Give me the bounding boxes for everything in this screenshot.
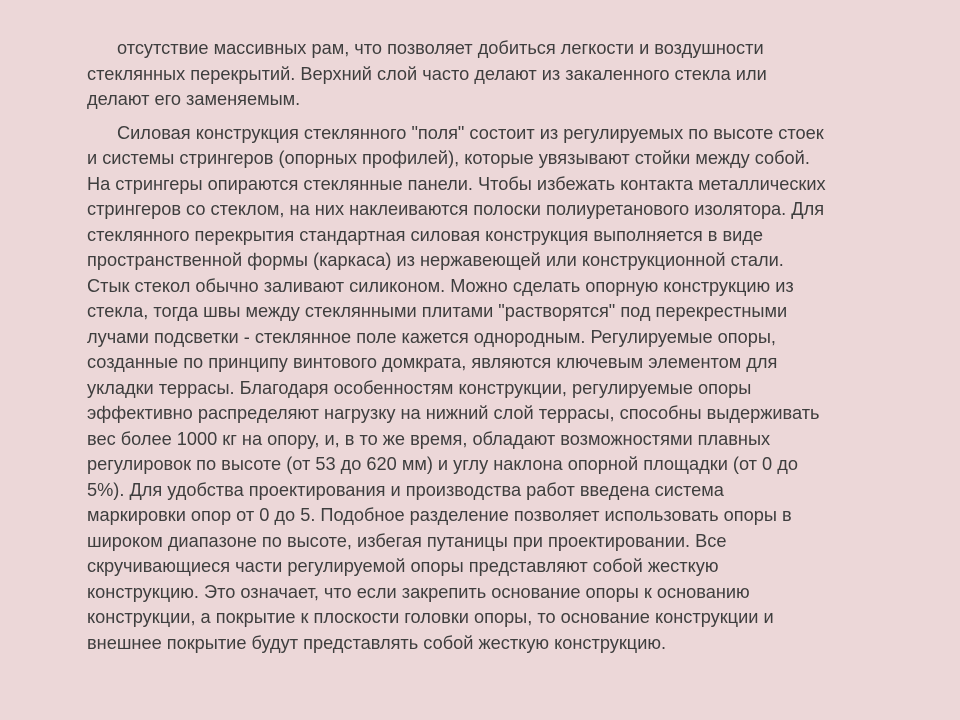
paragraph-2: Силовая конструкция стеклянного "поля" состоит из регулируемых по высоте стоек и системы стрингеров (опорных профилей), которые увязывают стойки между собой. На стрингеры опираются стеклянные панели. Чтобы избежать контакта металлических стрингеров со стеклом, на них наклеиваются полоски полиуретанового изолятора. Для стеклянного перекрытия стандартная силовая конструкция выполняется в виде пространственной формы (каркаса) из нержавеющей или конструкционной стали. Стык стекол обычно заливают силиконом. Можно сделать опорную конструкцию из стекла, тогда швы между стеклянными плитами "растворятся" под перекрестными лучами подсветки - стеклянное поле кажется однородным. Регулируемые опоры, созданные по принципу винтового домкрата, являются ключевым элементом для укладки террасы. Благодаря особенностям конструкции, регулируемые опоры эффективно распределяют нагрузку на нижний слой террасы, способны выдерживать вес более 1000 кг на опору, и, в то же время, обладают возможностями плавных регулировок по высоте (от 53 до 620 мм) и углу наклона опорной площадки (от 0 до 5%). Для удобства проектирования и производства работ введена система маркировки опор от 0 до 5. Подобное разделение позволяет использовать опоры в широком диапазоне по высоте, избегая путаницы при проектировании. Все скручивающиеся части регулируемой опоры представляют собой жесткую конструкцию. Это означает, что если закрепить основание опоры к основанию конструкции, а покрытие к плоскости головки опоры, то основание конструкции и внешнее покрытие будут представлять собой жесткую конструкцию. <box>87 122 826 653</box>
paragraph-1: отсутствие массивных рам, что позволяет добиться легкости и воздушности стеклянных перекрытий. Верхний слой часто делают из закаленного стекла или делают его заменяемым. <box>87 38 767 109</box>
text-body <box>87 36 887 656</box>
